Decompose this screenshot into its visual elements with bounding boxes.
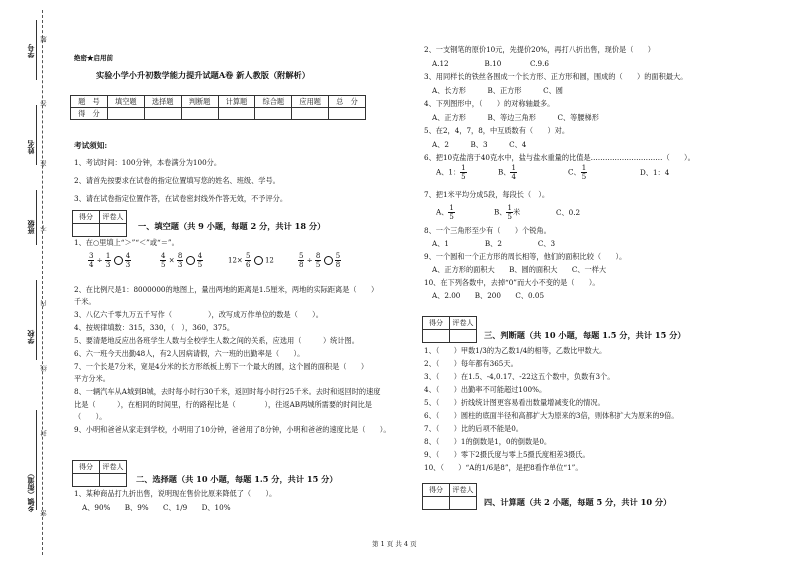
section4-title: 四、计算题（共 2 小题，每题 5 分，共计 10 分） — [484, 497, 672, 507]
score-input-cell[interactable] — [107, 108, 144, 120]
margin-divider-char: 题 — [40, 36, 48, 43]
secret-mark: 绝密★启用前 — [74, 54, 113, 62]
compare-circle[interactable] — [114, 256, 123, 265]
score-header-cell: 综合题 — [255, 96, 292, 108]
question-text: 6、六一班今天出勤48人，有2人因病请假，六一班的出勤率是（ ）。 — [74, 349, 305, 358]
fraction-compare-1: $\frac{3}{4}$ ÷ $\frac{1}{3}$ $\frac{4}{3}$ — [89, 252, 131, 269]
margin-divider-char: 不 — [40, 225, 48, 232]
score-header-cell: 计算题 — [218, 96, 255, 108]
question-text: 1、在○里填上“＞”“＜”或“＝”。 — [74, 238, 179, 247]
score-header-cell: 填空题 — [107, 96, 144, 108]
margin-input-line — [36, 20, 37, 80]
score-input-cell[interactable] — [329, 108, 366, 120]
judge-item: 10、（ ）“A的1/6是8”，是把8看作单位“1”。 — [424, 463, 583, 472]
score-input-cell[interactable] — [181, 108, 218, 120]
notes-title: 考试须知: — [74, 141, 108, 150]
judge-item: 1、（ ）甲数1/3的为乙数1/4的相等，乙数比甲数大。 — [424, 346, 607, 355]
margin-input-line — [36, 190, 37, 245]
fraction-compare-3: 12× $\frac{5}{6}$ 12 — [228, 252, 274, 269]
score-row-label: 得 分 — [71, 108, 108, 120]
question-text: 9、小明和爸爸从家走到学校，小明用了10分钟，爸爸用了8分钟，小明和爸爸的速度比是（ ）。 — [74, 425, 391, 434]
question-text: 7、把1米平均分成5段，每段长（ ）。 — [424, 190, 550, 199]
judge-item: 9、（ ）零下2摄氏度与零上5摄氏度相差3摄氏。 — [424, 450, 590, 459]
compare-circle[interactable] — [324, 256, 333, 265]
section4-scorebox — [422, 483, 477, 510]
fraction-compare-4: $\frac{5}{8}$ ÷ $\frac{8}{5}$ $\frac{5}{8}$ — [299, 252, 341, 269]
scorebox-label: 评卷人 — [100, 211, 127, 224]
section3-title: 三、判断题（共 10 小题，每题 1.5 分，共计 15 分） — [484, 330, 686, 340]
score-header-cell: 判断题 — [181, 96, 218, 108]
question-text: A、90% B、9% C、1/9 D、10% — [82, 503, 231, 512]
notes-item: 3、请在试卷指定位置作答，在试卷密封线外作答无效，不予评分。 — [74, 194, 288, 203]
question-text: A、正方形的面积大 B、圆的面积大 C、一样大 — [432, 265, 607, 274]
question-text: A.12 B.10 C.9.6 — [432, 59, 549, 68]
score-input-cell[interactable] — [292, 108, 329, 120]
margin-label-student-id: 学号 — [26, 44, 35, 58]
score-header-cell: 选择题 — [144, 96, 181, 108]
score-input-cell[interactable] — [144, 108, 181, 120]
margin-divider-char: 线 — [40, 365, 48, 372]
question-text: A、1 B、2 C、3 — [432, 239, 556, 248]
scorebox-input[interactable] — [100, 474, 127, 487]
question-text: A、2.00 B、200 C、0.05 — [432, 291, 545, 300]
scorebox-label: 评卷人 — [100, 461, 127, 474]
page-title: 实验小学小升初数学能力提升试题A卷 新人教版（附解析） — [96, 70, 310, 80]
section1-scorebox — [72, 210, 127, 237]
question-text: 5、要清楚地反应出各班学生人数与全校学生人数之间的关系，应选用（ ）统计图。 — [74, 336, 359, 345]
q7-options: A、 $\frac{1}{5}$ B、 $\frac{1}{5}$ 米 C、0.2 — [436, 204, 581, 221]
question-text: 7、一个长是7分米，宽是4分米的长方形纸板上剪下一个最大的圆，这个圆的面积是（ ） — [74, 362, 369, 371]
judge-item: 7、（ ）比的后项不能是0。 — [424, 424, 523, 433]
compare-circle[interactable] — [186, 256, 195, 265]
page-number: 第 1 页 共 4 页 — [372, 540, 417, 548]
judge-item: 3、（ ）在1.5、-4,0.17、-22这五个数中，负数有3个。 — [424, 372, 615, 381]
margin-input-line — [36, 280, 37, 360]
question-text: 千米。 — [74, 297, 96, 306]
question-text: 6、把10克盐溶于40克水中，盐与盐水重量的比值是…………………………（ ）。 — [424, 153, 695, 162]
score-header-cell: 应用题 — [292, 96, 329, 108]
q6-options: A、1： $\frac{1}{5}$ B、 $\frac{1}{4}$ C、 $\frac{1}{5}$ D、1：4 — [436, 164, 670, 181]
question-text: 9、一个圆和一个正方形的周长相等，他们的面积比较（ ）。 — [424, 252, 627, 261]
margin-label-class: 班级 — [26, 220, 35, 234]
judge-item: 6、（ ）圆柱的底面半径和高都扩大为原来的3倍，则体积扩大为原来的9倍。 — [424, 411, 679, 420]
scorebox-input[interactable] — [450, 497, 477, 510]
score-header-cell: 题 号 — [71, 96, 108, 108]
margin-label-name: 姓名 — [26, 140, 35, 154]
question-text: 比是（ ），在相同的时间里，行的路程比是（ ），往返AB两城所需要的时间比是 — [74, 400, 372, 409]
scorebox-label: 得分 — [73, 461, 100, 474]
scorebox-input[interactable] — [423, 330, 450, 343]
scorebox-input[interactable] — [73, 474, 100, 487]
margin-label-school: 学校 — [26, 330, 35, 344]
scorebox-label: 评卷人 — [450, 317, 477, 330]
section2-scorebox — [72, 460, 127, 487]
judge-item: 8、（ ）1的倒数是1，0的倒数是0。 — [424, 437, 552, 446]
margin-input-line — [36, 105, 37, 165]
question-text: 5、在2，4，7，8，中互质数有（ ）对。 — [424, 126, 570, 135]
question-text: 3、八亿六千零九万五千写作（ ），改写成万作单位的数是（ ）。 — [74, 310, 323, 319]
section1-title: 一、填空题（共 9 小题，每题 2 分，共计 18 分） — [138, 221, 326, 231]
question-text: 1、某种商品打九折出售，说明现在售价比原来降低了（ ）。 — [74, 489, 277, 498]
margin-divider-char: 内 — [40, 300, 48, 307]
seal-line — [42, 10, 43, 555]
question-text: 8、一个三角形至少有（ ）个锐角。 — [424, 226, 551, 235]
margin-divider-char: 封 — [40, 430, 48, 437]
margin-divider-char: 准 — [40, 160, 48, 167]
question-text: A、2 B、3 C、4 — [432, 140, 527, 149]
question-text: 8、一辆汽车从A城到B城，去时每小时行30千米，返回时每小时行25千米。去时和返回时的速度 — [74, 387, 381, 396]
scorebox-input[interactable] — [73, 224, 100, 237]
section2-title: 二、选择题（共 10 小题，每题 1.5 分，共计 15 分） — [136, 474, 338, 484]
scorebox-input[interactable] — [100, 224, 127, 237]
fraction-compare-2: $\frac{4}{5}$ × $\frac{8}{3}$ $\frac{4}{5}$ — [161, 252, 203, 269]
scorebox-input[interactable] — [423, 497, 450, 510]
scorebox-label: 得分 — [423, 484, 450, 497]
score-header-cell: 总 分 — [329, 96, 366, 108]
judge-item: 4、（ ）出勤率不可能超过100%。 — [424, 385, 547, 394]
section3-scorebox — [422, 316, 477, 343]
question-text: （ ）。 — [74, 412, 107, 421]
scorebox-label: 评卷人 — [450, 484, 477, 497]
margin-input-line — [36, 410, 37, 510]
question-text: 10、在下列各数中，去掉“0”而大小不变的是（ ）。 — [424, 278, 600, 287]
score-input-cell[interactable] — [218, 108, 255, 120]
question-text: 2、在比例尺是1：8000000的地图上，量出两地的距离是1.5厘米，两地的实际距离是（ ） — [74, 285, 379, 294]
question-text: A、长方形 B、正方形 C、圆 — [432, 86, 563, 95]
margin-divider-char: 答 — [40, 100, 48, 107]
notes-item: 1、考试时间：100分钟，本卷满分为100分。 — [74, 158, 222, 167]
scorebox-label: 得分 — [73, 211, 100, 224]
question-text: 3、用同样长的铁丝各围成一个长方形、正方形和圆，围成的（ ）的面积最大。 — [424, 72, 688, 81]
margin-label-township: 乡镇（街道） — [26, 470, 35, 512]
question-text: 4、下列图形中，（ ）的对称轴最多。 — [424, 99, 555, 108]
judge-item: 5、（ ）折线统计图更容易看出数量增减变化的情况。 — [424, 398, 605, 407]
question-text: 平方分米。 — [74, 374, 110, 383]
margin-divider-char: 密 — [40, 510, 48, 517]
notes-item: 2、请首先按要求在试卷的指定位置填写您的姓名、班级、学号。 — [74, 176, 280, 185]
compare-circle[interactable] — [254, 256, 263, 265]
question-text: A、正方形 B、等边三角形 C、等腰梯形 — [432, 113, 599, 122]
scorebox-input[interactable] — [450, 330, 477, 343]
score-input-cell[interactable] — [255, 108, 292, 120]
question-text: 2、一支钢笔的原价10元，先提价20%，再打八折出售，现价是（ ） — [424, 45, 655, 54]
judge-item: 2、（ ）每年都有365天。 — [424, 359, 518, 368]
score-table — [70, 95, 366, 120]
scorebox-label: 得分 — [423, 317, 450, 330]
question-text: 4、按规律填数：315，330，（ ），360，375。 — [74, 323, 235, 332]
